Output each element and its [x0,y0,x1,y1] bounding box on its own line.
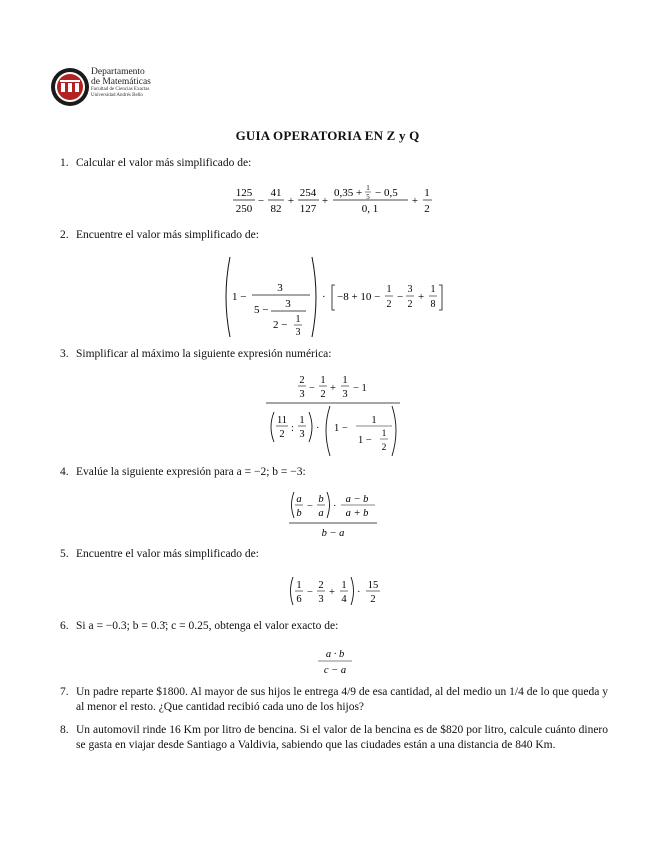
formula-2 [222,255,448,339]
svg-text:41: 41 [270,187,282,199]
item-number: 5. [60,548,69,560]
svg-text:+: + [418,291,425,303]
svg-text:2 −: 2 − [273,319,288,331]
svg-text:3: 3 [299,389,305,400]
logo-line-3: Facultad de Ciencias Exactas [91,87,150,92]
page-title: GUIA OPERATORIA EN Z y Q [235,128,420,143]
svg-text:5 −: 5 − [254,304,269,316]
svg-text:a · b: a · b [325,649,345,660]
svg-text:b − a: b − a [321,528,345,539]
item-number: 1. [60,157,69,169]
svg-text:8: 8 [430,299,436,310]
svg-text:3: 3 [407,284,413,295]
svg-text:1: 1 [341,580,347,591]
svg-text:3: 3 [277,282,283,294]
item-text: Un padre reparte $1800. Al mayor de sus hijos le entrega 4/9 de esa cantidad, al del medio un 1/4 de lo que queda y al menor el resto. ¿Que cantidad recibió cada uno de los hijos? [76,686,608,713]
svg-text:b: b [318,494,324,505]
svg-text:11: 11 [276,415,288,426]
svg-text:− 1: − 1 [353,383,367,394]
svg-text:2: 2 [279,429,285,440]
svg-text:2: 2 [407,299,413,310]
svg-text:3: 3 [295,327,301,338]
svg-text:+: + [287,195,295,207]
svg-text:4: 4 [341,594,347,605]
svg-text::: : [291,423,294,434]
svg-text:−8 + 10 −: −8 + 10 − [337,291,381,303]
svg-text:2: 2 [320,389,326,400]
item-number: 2. [60,229,69,241]
svg-text:2: 2 [299,375,305,386]
item-text: Encuentre el valor más simplificado de: [76,548,259,560]
svg-text:a − b: a − b [345,494,369,505]
svg-text:0,35 +: 0,35 + [334,187,363,199]
svg-text:1: 1 [296,580,302,591]
item-text: Simplificar al máximo la siguiente expresión numérica: [76,348,332,360]
item-number: 3. [60,348,69,360]
svg-text:6: 6 [296,594,302,605]
item-text: Si a = −0.3; b = 0.3̄; c = 0.25, obtenga el valor exacto de: [76,620,339,632]
svg-text:1 −: 1 − [358,435,372,446]
svg-text:a: a [296,494,302,505]
svg-text:2: 2 [318,580,324,591]
svg-text:1: 1 [371,415,377,426]
svg-text:1: 1 [320,375,326,386]
svg-text:1: 1 [299,415,305,426]
svg-text:2: 2 [381,443,387,453]
svg-text:−: − [309,383,315,394]
svg-text:0, 1: 0, 1 [361,203,379,215]
logo-line-4: Universidad Andrés Bello [91,93,143,98]
svg-text:·: · [357,587,361,598]
svg-text:+: + [329,587,335,598]
svg-text:15: 15 [367,580,379,591]
svg-text:82: 82 [270,203,282,215]
svg-text:·: · [333,501,337,512]
item-text: Evalúe la siguiente expresión para a = −2; b = −3: [76,466,306,478]
formula-3 [266,372,402,458]
svg-text:1: 1 [424,187,430,199]
svg-text:c − a: c − a [323,665,347,676]
svg-text:a + b: a + b [345,508,369,519]
svg-text:−: − [257,195,265,207]
svg-text:3: 3 [299,429,305,440]
formula-5 [287,573,383,609]
svg-text:−: − [307,587,313,598]
svg-text:1: 1 [342,375,348,386]
svg-text:3: 3 [285,298,291,310]
department-name [91,67,151,99]
svg-text:2: 2 [424,203,430,215]
item-text: Encuentre el valor más simplificado de: [76,229,259,241]
item-text: Calcular el valor más simplificado de: [76,157,252,169]
svg-text:1: 1 [366,184,370,192]
svg-text:1: 1 [386,284,392,295]
svg-text:+: + [321,195,329,207]
logo-line-1: Departamento [91,67,145,77]
item-number: 6. [60,620,69,632]
svg-text:2: 2 [370,594,376,605]
svg-text:+: + [411,195,419,207]
svg-text:·: · [316,423,320,434]
formula-1 [228,180,438,220]
svg-text:a: a [318,508,324,519]
svg-text:·: · [322,291,326,303]
svg-text:−: − [397,291,404,303]
svg-text:254: 254 [299,187,317,199]
svg-text:125: 125 [235,187,253,199]
svg-text:+: + [330,383,336,394]
svg-text:250: 250 [235,203,253,215]
svg-text:127: 127 [299,203,317,215]
formula-6 [310,645,360,679]
university-seal-icon [50,64,92,110]
formula-4 [287,490,381,540]
svg-text:− 0,5: − 0,5 [375,187,398,199]
item-number: 4. [60,466,69,478]
svg-text:1: 1 [381,429,387,439]
svg-text:b: b [296,508,302,519]
item-number: 8. [60,724,69,736]
item-text: Un automovil rinde 16 Km por litro de bencina. Si el valor de la bencina es de $820 por litro, calcule cuánto dinero se gasta en viajar desde Santiago a Valdivia, sabiendo que las ciudades están a una distancia de 840 Km. [76,724,608,751]
logo-line-2: de Matemáticas [91,77,151,87]
svg-text:−: − [307,501,313,512]
svg-text:3: 3 [342,389,348,400]
svg-text:2: 2 [386,299,392,310]
svg-text:1: 1 [295,314,301,325]
svg-text:1 −: 1 − [334,423,348,434]
svg-text:1: 1 [430,284,436,295]
svg-text:5: 5 [366,193,370,201]
item-number: 7. [60,686,69,698]
svg-text:3: 3 [318,594,324,605]
svg-text:1 −: 1 − [232,291,247,303]
